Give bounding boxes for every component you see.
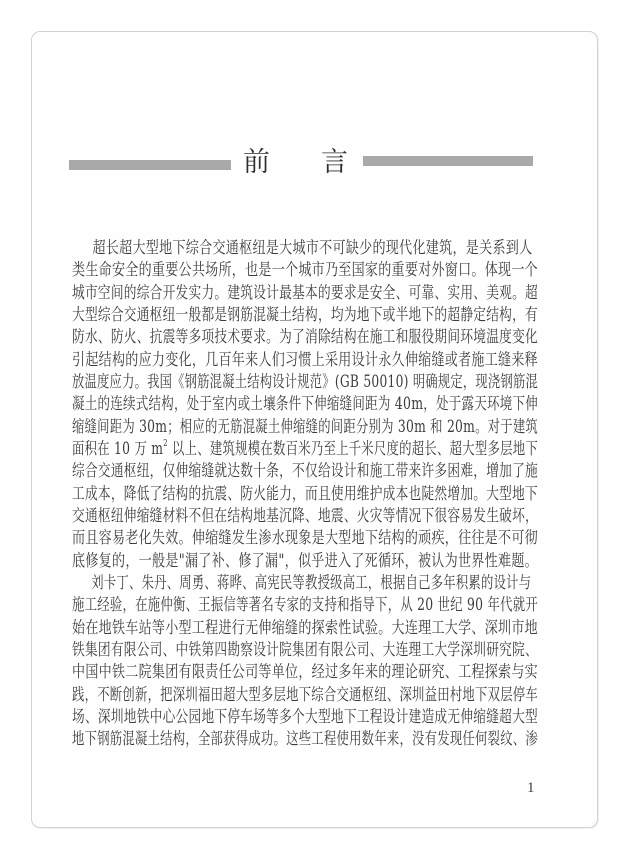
- text-line: 引起结构的应力变化，几百年来人们习惯上采用设计永久伸缩缝或者施工缝来释: [72, 349, 538, 369]
- text-line-with-superscript: [72, 438, 539, 460]
- text-line: 超长超大型地下综合交通枢纽是大城市不可缺少的现代化建筑，是关系到人: [92, 238, 533, 257]
- page-title-char-2: 言: [321, 147, 348, 178]
- title-decoration-bar-right: [363, 156, 533, 166]
- text-line: 凝土的连续式结构，处于室内或土壤条件下伸缩缝间距为 40m，处于露天环境下伸: [72, 394, 538, 414]
- title-decoration-bar-left: [69, 160, 231, 170]
- superscript: 2: [163, 438, 168, 449]
- text-line: 施工经验，在施仲衡、王振信等著名专家的支持和指导下，从 20 世纪 90 年代就开: [72, 595, 538, 615]
- text-line: 大型综合交通枢纽一般都是钢筋混凝土结构，均为地下或半地下的超静定结构，有: [72, 304, 538, 324]
- text-line: 工成本，降低了结构的抗震、防火能力，而且使用维护成本也陡然增加。大型地下: [72, 483, 538, 503]
- text-line: 中国中铁二院集团有限责任公司等单位，经过多年来的理论研究、工程探索与实: [72, 662, 538, 682]
- text-line: 防水、防火、抗震等多项技术要求。为了消除结构在施工和服役期间环境温度变化: [72, 327, 538, 347]
- text-line: 铁集团有限公司、中铁第四勘察设计院集团有限公司、大连理工大学深圳研究院、: [72, 639, 538, 659]
- body-text: [72, 237, 538, 751]
- page-title-char-1: 前: [243, 147, 270, 178]
- text-segment: 面积在 10 万 m: [72, 438, 164, 458]
- text-line: 交通枢纽伸缩缝材料不但在结构地基沉降、地震、火灾等情况下很容易发生破坏，: [72, 505, 538, 525]
- text-line: 地下钢筋混凝土结构，全部获得成功。这些工程使用数年来，没有发现任何裂纹、渗: [72, 729, 538, 749]
- text-line: 践，不断创新，把深圳福田超大型多层地下综合交通枢纽、深圳益田村地下双层停车: [72, 684, 538, 704]
- page-number: 1: [527, 780, 535, 796]
- text-segment: 以上、建筑规模在数百米乃至上千米尺度的超长、超大型多层地下: [167, 438, 539, 458]
- text-line: 城市空间的综合开发实力。建筑设计最基本的要求是安全、可靠、实用、美观。超: [72, 282, 538, 302]
- text-line: 刘卡丁、朱丹、周勇、蒋晔、高宪民等教授级高工，根据自己多年积累的设计与: [91, 572, 532, 592]
- text-line: 而且容易老化失效。伸缩缝发生渗水现象是大型地下结构的顽疾，往往是不可彻: [72, 528, 538, 548]
- text-line: 底修复的，一般是"漏了补、修了漏"，似乎进入了死循环，被认为世界性难题。: [72, 550, 538, 570]
- text-line: 场、深圳地铁中心公园地下停车场等多个大型地下工程设计建造成无伸缩缝超大型: [72, 706, 538, 726]
- text-line: 综合交通枢纽，仅伸缩缝就达数十条，不仅给设计和施工带来许多困难，增加了施: [72, 461, 538, 481]
- text-line: 缩缝间距为 30m；相应的无筋混凝土伸缩缝的间距分别为 30m 和 20m。对于建筑: [72, 416, 538, 436]
- text-line: 放温度应力。我国《钢筋混凝土结构设计规范》(GB 50010) 明确规定，现浇钢筋混: [72, 371, 538, 391]
- text-line: 始在地铁车站等小型工程进行无伸缩缝的探索性试验。大连理工大学、深圳市地: [72, 617, 538, 637]
- text-line: 类生命安全的重要公共场所，也是一个城市乃至国家的重要对外窗口。体现一个: [72, 260, 538, 280]
